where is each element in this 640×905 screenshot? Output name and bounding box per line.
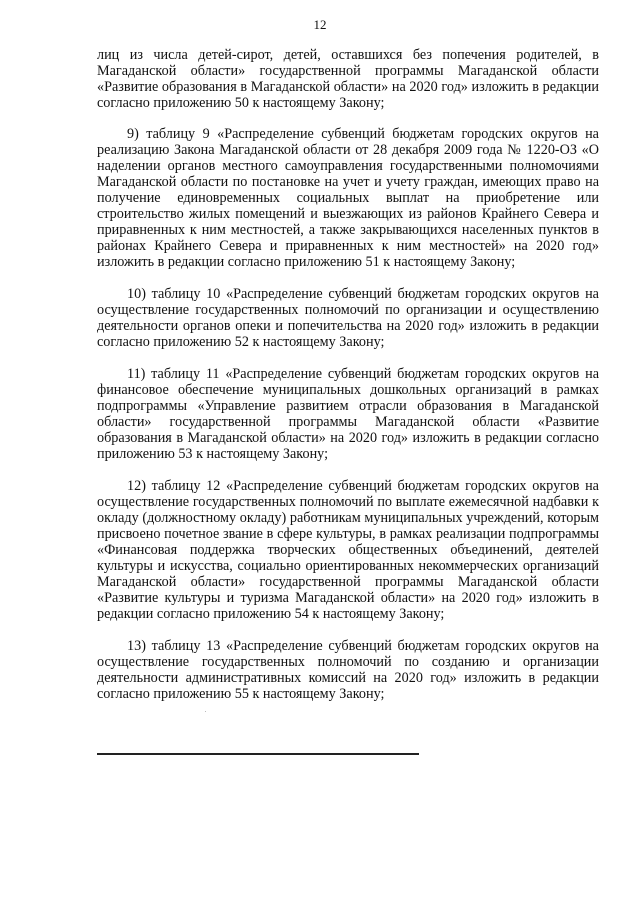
document-body [97, 47, 599, 718]
page-number: 12 [313, 17, 327, 32]
paragraph-item-9: 9) таблицу 9 «Распределение субвенций бюджетам городских округов на реализацию Закона Магаданской области от 28 декабря 2009 года № 1220-ОЗ «О наделении органов местного самоуправления государственными полномочиями Магаданской области по постановке на учет и учету граждан, имеющих право на получение единовременных социальных выплат на приобретение или строительство жилых помещений и выезжающих из районов Крайнего Севера и приравненных к ним местностей, а также закрывающихся населенных пунктов в районах Крайнего Севера и приравненных к ним местностей» на 2020 год» изложить в редакции согласно приложению 51 к настоящему Закону; [97, 126, 599, 270]
footnote-divider [97, 753, 419, 755]
paragraph-continuation: лиц из числа детей-сирот, детей, оставшихся без попечения родителей, в Магаданской области» государственной программы Магаданской области «Развитие образования в Магаданской области» на 2020 год» изложить в редакции согласно приложению 50 к настоящему Закону; [97, 47, 599, 111]
paragraph-item-12: 12) таблицу 12 «Распределение субвенций бюджетам городских округов на осуществление государственных полномочий по выплате ежемесячной надбавки к окладу (должностному окладу) работникам муниципальных учреждений, которым присвоено почетное звание в сфере культуры, в рамках реализации подпрограммы «Финансовая поддержка творческих общественных объединений, деятелей культуры и искусства, социально ориентированных некоммерческих организаций Магаданской области» государственной программы Магаданской области «Развитие культуры и туризма Магаданской области» на 2020 год» изложить в редакции согласно приложению 54 к настоящему Закону; [97, 478, 599, 622]
paragraph-item-11: 11) таблицу 11 «Распределение субвенций бюджетам городских округов на финансовое обеспечение муниципальных дошкольных организаций в рамках подпрограммы «Управление развитием отрасли образования в Магаданской области» государственной программы Магаданской области «Развитие образования в Магаданской области» на 2020 год» изложить в редакции согласно приложению 53 к настоящему Закону; [97, 366, 599, 462]
scan-speck [205, 711, 206, 712]
paragraph-item-13: 13) таблицу 13 «Распределение субвенций бюджетам городских округов на осуществление государственных полномочий по созданию и организации деятельности административных комиссий на 2020 год» изложить в редакции согласно приложению 55 к настоящему Закону; [97, 638, 599, 702]
paragraph-item-10: 10) таблицу 10 «Распределение субвенций бюджетам городских округов на осуществление государственных полномочий по организации и осуществлению деятельности органов опеки и попечительства на 2020 год» изложить в редакции согласно приложению 52 к настоящему Закону; [97, 286, 599, 350]
